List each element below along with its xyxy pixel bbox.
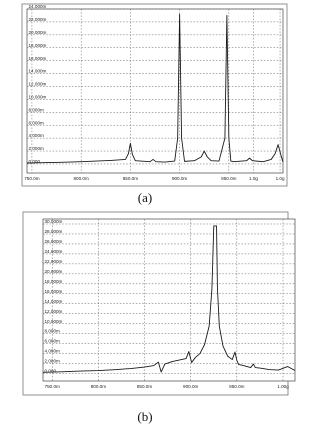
y-tick-label: 8.000m [44, 328, 60, 334]
y-tick-label: 10.000m [28, 94, 47, 100]
y-tick-label: 12.000m [28, 81, 47, 87]
x-tick-label: 750.0m [44, 384, 60, 389]
y-tick-label: 4.000m [44, 348, 60, 354]
y-tick-label: 26.000m [44, 239, 63, 245]
chart-b [0, 212, 287, 425]
y-tick-label: 0.000 [28, 159, 40, 165]
y-tick-label: 18.000m [44, 278, 63, 284]
chart-a [0, 0, 287, 212]
y-tick-label: 2.000m [44, 358, 60, 364]
y-tick-label: 6.000m [44, 338, 60, 344]
y-tick-label: 2.000m [28, 146, 44, 152]
plot-area [43, 219, 295, 381]
y-tick-label: 10.000m [44, 318, 63, 324]
y-tick-label: 14.000m [44, 298, 63, 304]
x-tick-label: 850.0m [136, 384, 153, 389]
x-tick-label: 950.0m [221, 176, 237, 181]
y-tick-label: 16.000m [44, 288, 63, 294]
figure-caption: (b) [137, 409, 153, 424]
x-tick-label: 900.0m [171, 176, 188, 181]
x-tick-label: 750.0m [24, 176, 40, 181]
y-tick-label: 16.000m [28, 55, 47, 61]
x-tick-label: 900.0m [183, 384, 199, 389]
y-tick-label: 0.000 [44, 368, 56, 374]
y-tick-label: 12.000m [44, 308, 63, 314]
x-tick-label: 800.0m [73, 176, 89, 181]
y-tick-label: 24.000m [28, 4, 47, 10]
x-tick-label: 1.0g [248, 176, 258, 181]
y-tick-label: 22.000m [44, 258, 63, 264]
plot-area [27, 9, 283, 173]
y-tick-label: 8.000m [28, 107, 44, 113]
x-tick-label: 1.00g [277, 384, 289, 389]
figure-caption: (a) [137, 190, 153, 205]
y-tick-label: 18.000m [28, 42, 47, 48]
y-tick-label: 20.000m [28, 29, 47, 35]
y-tick-label: 30.000m [44, 219, 63, 225]
y-tick-label: 20.000m [44, 268, 63, 274]
y-tick-label: 4.000m [28, 133, 44, 139]
y-tick-label: 24.000m [44, 248, 63, 254]
y-tick-label: 14.000m [28, 68, 47, 74]
x-tick-label: 850.0m [122, 176, 139, 181]
y-tick-label: 28.000m [44, 229, 63, 235]
x-tick-label: 1.0g [275, 176, 285, 181]
y-tick-label: 22.000m [28, 17, 47, 23]
x-tick-label: 800.0m [90, 384, 107, 389]
y-tick-label: 6.000m [28, 120, 44, 126]
x-tick-label: 950.0m [229, 384, 245, 389]
